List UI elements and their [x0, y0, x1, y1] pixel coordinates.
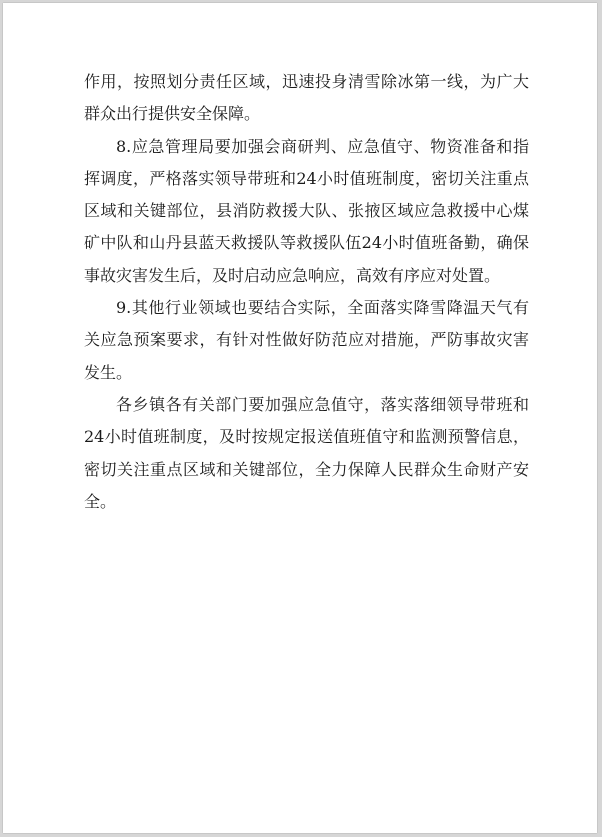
document-page: [3, 3, 597, 833]
paragraph-closing: 各乡镇各有关部门要加强应急值守，落实落细领导带班和24小时值班制度，及时按规定报送值班值守和监测预警信息，密切关注重点区域和关键部位，全力保障人民群众生命财产安全。: [84, 394, 529, 511]
paragraph-continuation: 作用，按照划分责任区域，迅速投身清雪除冰第一线，为广大群众出行提供安全保障。: [84, 72, 529, 124]
paragraph-item-8: 8.应急管理局要加强会商研判、应急值守、物资准备和指挥调度，严格落实领导带班和24小时值班制度，密切关注重点区域和关键部位，县消防救援大队、张掖区域应急救援中心煤矿中队和山丹县蓝天救援队等救援队伍24小时值班备勤，确保事故灾害发生后，及时启动应急响应，高效有序应对处置。: [84, 136, 529, 285]
document-body: [84, 66, 529, 518]
paragraph-item-9: 9.其他行业领域也要结合实际，全面落实降雪降温天气有关应急预案要求，有针对性做好防范应对措施，严防事故灾害发生。: [84, 298, 529, 382]
